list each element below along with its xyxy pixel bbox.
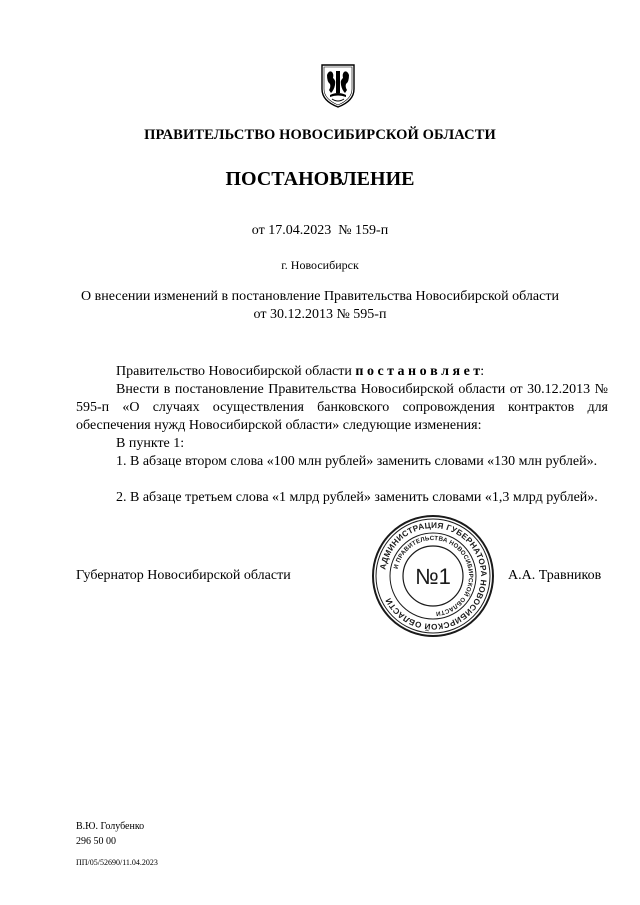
official-seal [370,513,496,639]
government-title: ПРАВИТЕЛЬСТВО НОВОСИБИРСКОЙ ОБЛАСТИ [144,127,496,143]
executor-phone: 296 50 00 [76,836,116,847]
city-line: г. Новосибирск [281,258,359,272]
paragraph-3: 1. В абзаце втором слова «100 млн рублей» заменить словами «130 млн рублей». [116,454,598,469]
resolution-intro [76,363,608,381]
subject-line-1: О внесении изменений в постановление Правительства Новосибирской области [81,289,559,304]
date-number-line: от 17.04.2023 № 159-п [251,223,389,238]
subject-line-2: от 30.12.2013 № 595-п [253,307,387,322]
signatory-position: Губернатор Новосибирской области [76,568,291,583]
seal-number: №1 [415,564,451,589]
intro-verb: п о с т а н о в л я е т [355,364,481,379]
signatory-name: А.А. Травников [508,568,602,583]
paragraph-4: 2. В абзаце третьем слова «1 млрд рублей» заменить словами «1,3 млрд рублей». [116,490,598,505]
document-code: ПП/05/52690/11.04.2023 [76,858,158,867]
executor-name: В.Ю. Голубенко [76,821,145,832]
document-type: ПОСТАНОВЛЕНИЕ [225,168,415,190]
coat-of-arms-icon [318,61,358,109]
seal-inner-text: И ПРАВИТЕЛЬСТВА НОВОСИБИРСКОЙ ОБЛАСТИ [392,534,475,617]
seal-ring-text: АДМИНИСТРАЦИЯ ГУБЕРНАТОРА НОВОСИБИРСКОЙ ОБЛАСТИ [378,520,489,632]
paragraph-1: Внести в постановление Правительства Новосибирской области от 30.12.2013 № 595-п «О случаях осуществления банковского сопровождения контрактов для обеспечения нужд Новосибирской области» следующие изменения: [76,382,608,433]
intro-prefix: Правительство Новосибирской области [116,364,356,379]
intro-suffix: : [480,364,485,379]
paragraph-2: В пункте 1: [116,436,185,451]
